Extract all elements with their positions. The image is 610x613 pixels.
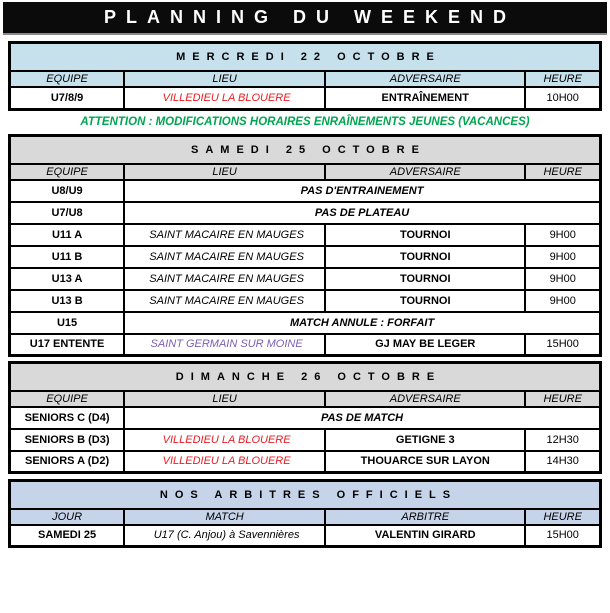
adversaire-cell: THOUARCE SUR LAYON [325, 451, 525, 473]
equipe-cell: U7/U8 [10, 202, 125, 224]
lieu-cell: VILLEDIEU LA BLOUERE [124, 451, 325, 473]
table-row [10, 451, 601, 473]
table-row [10, 246, 601, 268]
column-header-equipe: EQUIPE [10, 391, 125, 407]
lieu-cell: SAINT MACAIRE EN MAUGES [124, 246, 325, 268]
adversaire-cell: TOURNOI [325, 224, 525, 246]
jour-cell: SAMEDI 25 [10, 525, 125, 547]
equipe-cell: SENIORS A (D2) [10, 451, 125, 473]
column-header-adversaire: ADVERSAIRE [325, 391, 525, 407]
equipe-cell: U15 [10, 312, 125, 334]
column-header-heure: HEURE [525, 509, 600, 525]
lieu-cell: SAINT MACAIRE EN MAUGES [124, 224, 325, 246]
adversaire-cell: TOURNOI [325, 268, 525, 290]
column-header-equipe: EQUIPE [10, 71, 125, 87]
adversaire-cell: GETIGNE 3 [325, 429, 525, 451]
merged-info-cell: MATCH ANNULE : FORFAIT [124, 312, 600, 334]
match-cell: U17 (C. Anjou) à Savennières [124, 525, 325, 547]
column-header-lieu: LIEU [124, 391, 325, 407]
column-header-heure: HEURE [525, 164, 600, 180]
table-row [10, 312, 601, 334]
table-row [10, 87, 601, 110]
table-samedi [8, 134, 602, 357]
page-title: PLANNING DU WEEKEND [103, 7, 516, 27]
table-row [10, 224, 601, 246]
merged-info-cell: PAS D'ENTRAINEMENT [124, 180, 600, 202]
page-title-banner [3, 2, 607, 35]
table-row [10, 290, 601, 312]
column-header-heure: HEURE [525, 391, 600, 407]
heure-cell: 9H00 [525, 224, 600, 246]
equipe-cell: U8/U9 [10, 180, 125, 202]
table-row [10, 180, 601, 202]
section-title-samedi: SAMEDI 25 OCTOBRE [10, 136, 601, 164]
heure-cell: 14H30 [525, 451, 600, 473]
section-title-dimanche: DIMANCHE 26 OCTOBRE [10, 363, 601, 391]
table-row [10, 268, 601, 290]
heure-cell: 12H30 [525, 429, 600, 451]
table-row [10, 334, 601, 356]
column-header-lieu: LIEU [124, 71, 325, 87]
table-row [10, 407, 601, 429]
column-header-adversaire: ADVERSAIRE [325, 164, 525, 180]
equipe-cell: SENIORS B (D3) [10, 429, 125, 451]
table-row [10, 429, 601, 451]
section-title-mercredi: MERCREDI 22 OCTOBRE [10, 43, 601, 71]
column-header-lieu: LIEU [124, 164, 325, 180]
heure-cell: 15H00 [525, 525, 600, 547]
equipe-cell: U11 B [10, 246, 125, 268]
table-arbitres [8, 479, 602, 548]
section-title-arbitres: NOS ARBITRES OFFICIELS [10, 481, 601, 509]
heure-cell: 9H00 [525, 246, 600, 268]
equipe-cell: U11 A [10, 224, 125, 246]
heure-cell: 9H00 [525, 268, 600, 290]
column-header-equipe: EQUIPE [10, 164, 125, 180]
table-dimanche [8, 361, 602, 474]
attention-note: ATTENTION : MODIFICATIONS HORAIRES ENRAÎNEMENTS JEUNES (VACANCES) [80, 116, 530, 128]
column-header-arbitre: ARBITRE [325, 509, 525, 525]
equipe-cell: SENIORS C (D4) [10, 407, 125, 429]
lieu-cell: SAINT MACAIRE EN MAUGES [124, 268, 325, 290]
lieu-cell: SAINT GERMAIN SUR MOINE [124, 334, 325, 356]
equipe-cell: U17 ENTENTE [10, 334, 125, 356]
adversaire-cell: TOURNOI [325, 246, 525, 268]
table-mercredi [8, 41, 602, 111]
lieu-cell: VILLEDIEU LA BLOUERE [124, 87, 325, 110]
column-header-adversaire: ADVERSAIRE [325, 71, 525, 87]
column-header-match: MATCH [124, 509, 325, 525]
merged-info-cell: PAS DE MATCH [124, 407, 600, 429]
equipe-cell: U13 B [10, 290, 125, 312]
merged-info-cell: PAS DE PLATEAU [124, 202, 600, 224]
table-row [10, 202, 601, 224]
heure-cell: 9H00 [525, 290, 600, 312]
equipe-cell: U7/8/9 [10, 87, 125, 110]
equipe-cell: U13 A [10, 268, 125, 290]
adversaire-cell: ENTRAÎNEMENT [325, 87, 525, 110]
heure-cell: 15H00 [525, 334, 600, 356]
lieu-cell: VILLEDIEU LA BLOUERE [124, 429, 325, 451]
lieu-cell: SAINT MACAIRE EN MAUGES [124, 290, 325, 312]
column-header-jour: JOUR [10, 509, 125, 525]
adversaire-cell: GJ MAY BE LEGER [325, 334, 525, 356]
column-header-heure: HEURE [525, 71, 600, 87]
table-row [10, 525, 601, 547]
adversaire-cell: TOURNOI [325, 290, 525, 312]
heure-cell: 10H00 [525, 87, 600, 110]
arbitre-cell: VALENTIN GIRARD [325, 525, 525, 547]
